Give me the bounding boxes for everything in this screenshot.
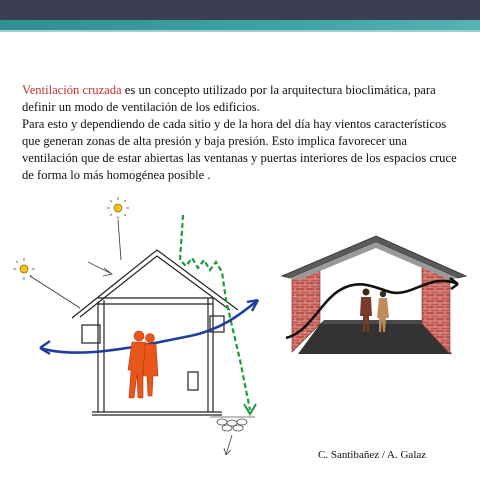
slide-body-text — [22, 82, 462, 184]
image-credit: C. Santibañez / A. Galaz — [318, 449, 427, 461]
header-bar — [0, 0, 480, 20]
blue-arrowhead-icon — [40, 341, 50, 354]
house-outline — [72, 250, 238, 415]
header-accent-band — [0, 20, 480, 30]
green-ventilation-path — [180, 215, 250, 410]
wind-arrow-icon — [88, 262, 112, 276]
people-figures — [128, 331, 158, 398]
house-section-sketch — [0, 190, 275, 470]
paragraph-definition — [22, 82, 462, 116]
definition-text: es un concepto utilizado por la arquitectura bioclimática, para definir un modo de ventilación de los edificios. — [22, 83, 436, 114]
sun-icon — [107, 197, 129, 219]
header-accent-line — [0, 30, 480, 32]
room-model-illustration — [280, 228, 470, 368]
ground-stones — [210, 417, 255, 431]
paragraph-explanation: Para esto y dependiendo de cada sitio y de la hora del día hay vientos característicos que generan zonas de alta presión y baja presión. Esto implica favorecer una ventilación que de estar abiertas las ventanas y puertas interiores de los espacios cruce de forma lo más homogénea posible . — [22, 117, 457, 182]
arrow-down-icon — [224, 435, 232, 455]
sun-ray-line — [118, 220, 121, 260]
highlighted-term: Ventilación cruzada — [22, 83, 122, 97]
sun-ray-line — [30, 276, 80, 308]
